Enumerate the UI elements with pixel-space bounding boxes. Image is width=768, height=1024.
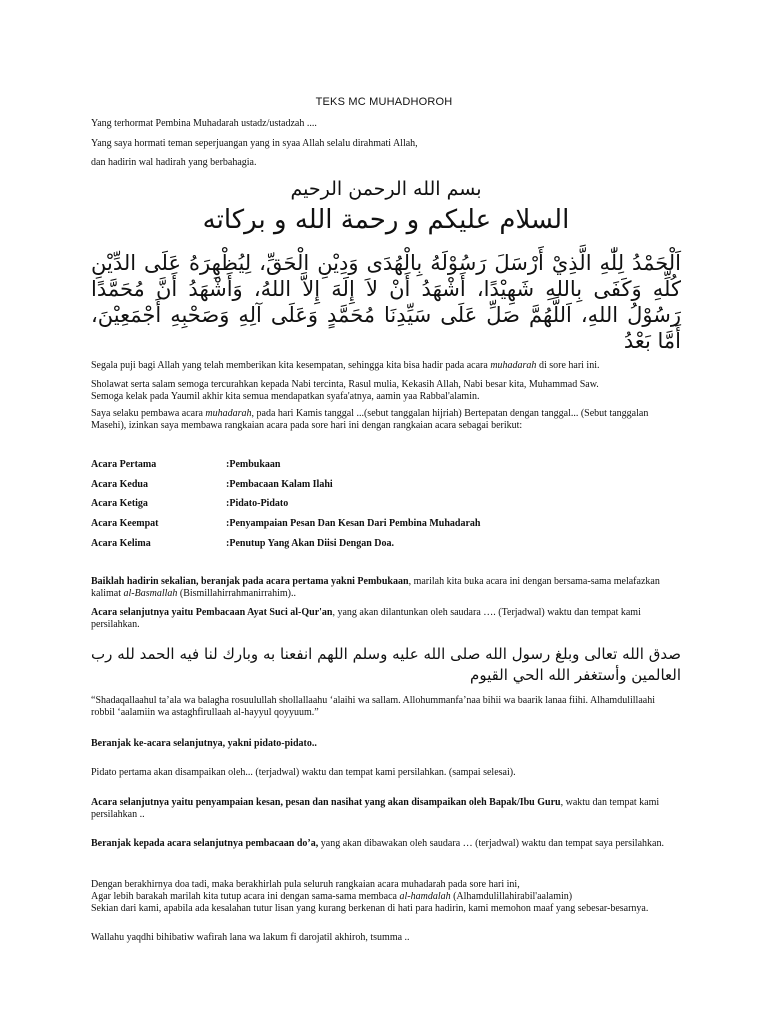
section-heading: Acara selanjutnya yaitu penyampaian kesan, pesan dan nasihat yang akan disampaikan oleh Bapak/Ibu Guru: [91, 797, 561, 808]
agenda-label: Acara Kelima: [91, 538, 151, 549]
closing-line: [91, 891, 681, 903]
section-text: , waktu dan tempat kami persilahkan ..: [91, 797, 660, 820]
section-heading: Beranjak kepada acara selanjutnya pembacaan do’a,: [91, 838, 319, 849]
section-text: yang akan dibawakan oleh saudara … (terjadwal) waktu dan tempat saya persilahkan.: [318, 838, 664, 849]
section-advice: [91, 797, 681, 821]
section-emphasis: al-Basmallah: [123, 588, 178, 599]
closing-text: (Alhamdulillahirabil'aalamin): [450, 891, 573, 902]
intro-line: Sholawat serta salam semoga tercurahkan kepada Nabi tercinta, Rasul mulia, Kekasih Allah, Nabi besar kita, Muhammad Saw.: [91, 379, 599, 390]
document-title: TEKS MC MUHADHOROH: [315, 96, 453, 108]
agenda-label: Acara Pertama: [91, 459, 157, 470]
hamdalah-arabic: اَلْحَمْدُ لِلّٰهِ الَّذِيْ أَرْسَلَ رَسُوْلَهُ بِالْهُدَى وَدِيْنِ الْحَقِّ، لِيُظْهِرَهُ عَلَى الدِّيْنِ كُلِّهِ وَكَفَى بِاللهِ شَهِيْدًا، أَشْهَدُ أَنْ لاَ إِلَهَ إِلاَّ اللهُ، وَأَشْهَدُ أَنَّ مُحَمَّدًا رَسُوْلُ اللهِ، اَللَّهُمَّ صَلِّ عَلَى سَيِّدِنَا مُحَمَّدٍ وَعَلَى آلِهِ وَصَحْبِهِ أَجْمَعِيْنَ، أَمَّا بَعْدُ: [91, 251, 681, 353]
section-text: (Bismillahirrahmanirrahim)..: [177, 588, 296, 599]
intro-paragraph-3: [91, 408, 681, 432]
closing-line: Dengan berakhirnya doa tadi, maka berakhirlah pula seluruh rangkaian acara muhadarah pada sore hari ini,: [91, 879, 520, 890]
closing-transliteration: “Shadaqallaahul ta’ala wa balagha rosuulullah shollallaahu ‘alaihi wa sallam. Allohummanfa’naa bihii wa baarik lanaa fiihi. Alhamdulillaahi robbil ‘aalamiin wa astaghfirullaah al-hayyul qoyyuum.”: [91, 695, 655, 718]
section-text: , marilah kita buka acara ini dengan bersama-sama melafazkan kalimat: [91, 576, 660, 599]
intro-text: Segala puji bagi Allah yang telah memberikan kita kesempatan, sehingga kita bisa hadir pada acara: [91, 360, 491, 371]
final-line: Wallahu yaqdhi bihibatiw wafirah lana wa lakum fi darojatil akhiroh, tsumma ..: [91, 932, 410, 943]
intro-paragraph-1: [91, 360, 681, 372]
intro-text: di sore hari ini.: [536, 360, 600, 371]
agenda-label: Acara Ketiga: [91, 498, 148, 509]
salam: السلام عليكم و رحمة الله و بركاته: [202, 205, 570, 235]
agenda-label: Acara Kedua: [91, 479, 148, 490]
agenda-label: Acara Keempat: [91, 518, 159, 529]
section-text: , yang akan dilantunkan oleh saudara …. (Terjadwal) waktu dan tempat kami persilahkan.: [91, 607, 641, 630]
greeting-line-1: Yang terhormat Pembina Muhadarah ustadz/ustadzah ....: [91, 118, 317, 129]
agenda-value: :Penutup Yang Akan Diisi Dengan Doa.: [226, 538, 395, 549]
basmalah: بسم الله الرحمن الرحيم: [290, 178, 482, 200]
intro-emphasis: muhadarah: [490, 360, 537, 371]
greeting-line-3: dan hadirin wal hadirah yang berbahagia.: [91, 157, 257, 168]
section-speeches-heading: Beranjak ke-acara selanjutnya, yakni pidato-pidato..: [91, 738, 317, 749]
closing-paragraph: [91, 879, 681, 915]
intro-emphasis: muhadarah: [205, 408, 252, 419]
intro-text: , pada hari Kamis tanggal ...(sebut tanggalan hijriah) Bertepatan dengan tanggal... (Sebut tanggalan Masehi), izinkan saya membawa rangkaian acara pada sore hari ini dengan rangkaian acara sebagai berikut:: [91, 408, 649, 431]
greeting-line-2: Yang saya hormati teman seperjuangan yang in syaa Allah selalu dirahmati Allah,: [91, 138, 418, 149]
intro-paragraph-2: [91, 379, 681, 403]
closing-line: Sekian dari kami, apabila ada kesalahan tutur lisan yang kurang berkenan di hati para hadirin, kami memohon maaf yang sebesar-besarnya.: [91, 903, 649, 914]
agenda-value: :Pidato-Pidato: [226, 498, 289, 509]
intro-text: Saya selaku pembawa acara: [91, 408, 206, 419]
section-prayer: [91, 838, 681, 850]
agenda-value: :Pembukaan: [226, 459, 281, 470]
section-speeches-text: Pidato pertama akan disampaikan oleh... (terjadwal) waktu dan tempat kami persilahkan. (sampai selesai).: [91, 767, 516, 778]
section-opening: [91, 576, 681, 600]
closing-emphasis: al-hamdalah: [399, 891, 451, 902]
section-heading: Acara selanjutnya yaitu Pembacaan Ayat Suci al-Qur'an: [91, 607, 333, 618]
closing-text: Agar lebih barakah marilah kita tutup acara ini dengan sama-sama membaca: [91, 891, 400, 902]
agenda-value: :Penyampaian Pesan Dan Kesan Dari Pembina Muhadarah: [226, 518, 481, 529]
section-quran: [91, 607, 681, 631]
closing-arabic: صدق الله تعالى وبلغ رسول الله صلى الله عليه وسلم اللهم انفعنا به وبارك لنا فيه الحمد لله رب العالمين وأستغفر الله الحي القيوم: [91, 645, 681, 684]
section-heading: Baiklah hadirin sekalian, beranjak pada acara pertama yakni Pembukaan: [91, 576, 409, 587]
agenda-value: :Pembacaan Kalam Ilahi: [226, 479, 333, 490]
intro-line: Semoga kelak pada Yaumil akhir kita semua mendapatkan syafa'atnya, aamin yaa Rabbal'alamin.: [91, 391, 480, 402]
